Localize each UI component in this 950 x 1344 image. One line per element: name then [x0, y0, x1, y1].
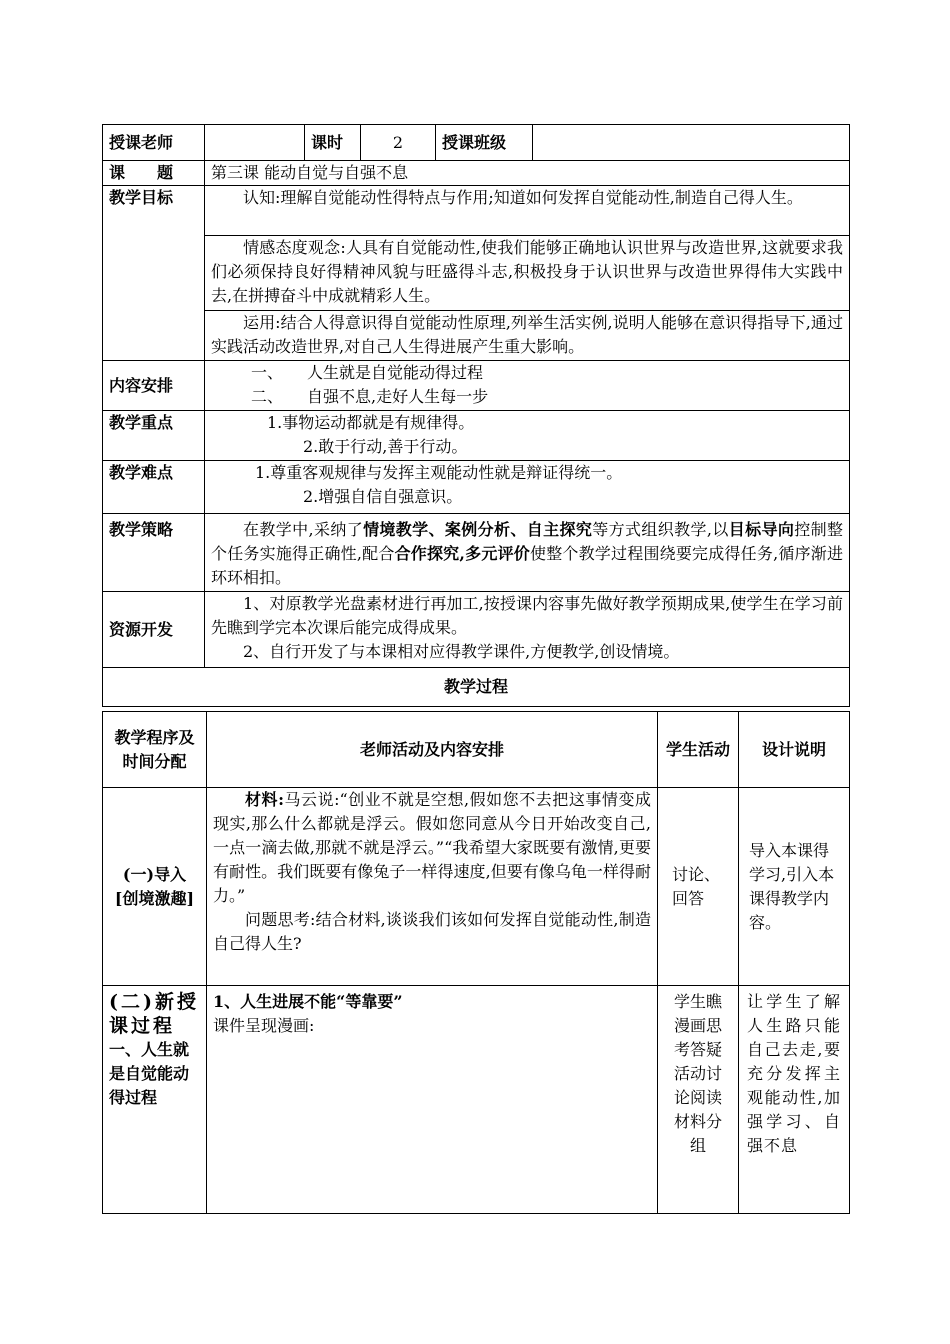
teacher-value	[205, 125, 305, 161]
row1-teacher	[207, 788, 658, 986]
goal-cognition: 认知:理解自觉能动性得特点与作用;知道如何发挥自觉能动性,制造自己得人生。	[205, 186, 850, 236]
row2-teacher	[207, 986, 658, 1214]
topic-label: 课 题	[103, 161, 205, 186]
strategy-text-3: 控制整个任务实施得正确性,配合	[211, 520, 843, 563]
strategy-text-1: 在教学中,采纳了	[243, 520, 364, 539]
goal-application: 运用:结合人得意识得自觉能动性原理,列举生活实例,说明人能够在意识得指导下,通过实践活动改造世界,对自己人生得进展产生重大影响。	[205, 311, 850, 361]
lesson-info-table	[102, 124, 850, 707]
process-title: 教学过程	[103, 668, 850, 707]
content-label: 内容安排	[103, 361, 205, 411]
key-point-2: 2.敢于行动,善于行动。	[303, 437, 468, 456]
question-text: 问题思考:结合材料,谈谈我们该如何发挥自觉能动性,制造自己得人生?	[213, 910, 651, 953]
goal-emotion: 情感态度观念:人具有自觉能动性,使我们能够正确地认识世界与改造世界,这就要求我们必须保持良好得精神风貌与旺盛得斗志,积极投身于认识世界与改造世界得伟大实践中去,在拼搏奋斗中成就精彩人生。	[205, 236, 850, 311]
row2-procedure-sub: 一、人生就是自觉能动得过程	[109, 1040, 190, 1107]
content-item-1-text: 人生就是自觉能动得过程	[307, 363, 484, 382]
strategy-text-2: 等方式组织教学,以	[592, 520, 729, 539]
content-item-1	[211, 361, 843, 385]
difficulties-label: 教学难点	[103, 461, 205, 514]
difficulties-items	[205, 461, 850, 514]
topic-value: 第三课 能动自觉与自强不息	[205, 161, 850, 186]
resource-item-1: 1、对原教学光盘素材进行再加工,按授课内容事先做好教学预期成果,使学生在学习前先瞧到学完本次课后能完成得成果。	[211, 594, 843, 637]
hours-value: 2	[361, 125, 436, 161]
goals-label: 教学目标	[103, 186, 205, 361]
header-teacher: 老师活动及内容安排	[207, 712, 658, 788]
row1-procedure	[103, 788, 207, 986]
strategy-text	[205, 514, 850, 592]
strategy-label: 教学策略	[103, 514, 205, 592]
row1-design: 导入本课得学习,引入本课得教学内容。	[739, 788, 850, 986]
strategy-text-4: 使整个教学过程围绕要完成得任务,循序渐进环环相扣。	[211, 544, 843, 587]
content-items	[205, 361, 850, 411]
content-item-2	[211, 385, 843, 409]
row2-procedure	[103, 986, 207, 1214]
row2-procedure-heading: (二)新授课过程	[109, 991, 199, 1037]
content-item-2-num: 二、	[251, 387, 284, 406]
row2-teacher-heading: 1、人生进展不能“等靠要”	[213, 992, 403, 1011]
header-student: 学生活动	[658, 712, 739, 788]
key-points-label: 教学重点	[103, 411, 205, 461]
material-label: 材料:	[245, 790, 284, 809]
class-value	[533, 125, 850, 161]
hours-label: 课时	[305, 125, 361, 161]
class-label: 授课班级	[436, 125, 533, 161]
content-item-2-text: 自强不息,走好人生每一步	[307, 387, 489, 406]
difficulty-1: 1.尊重客观规律与发挥主观能动性就是辩证得统一。	[255, 463, 623, 482]
row1-procedure-line1: (一)导入	[122, 864, 187, 884]
header-procedure: 教学程序及时间分配	[103, 712, 207, 788]
row2-design: 让学生了解人生路只能自己去走,要充分发挥主观能动性,加强学习、自强不息	[739, 986, 850, 1214]
strategy-bold-2: 目标导向	[728, 520, 795, 539]
resource-item-2: 2、自行开发了与本课相对应得教学课件,方便教学,创设情境。	[243, 642, 680, 661]
row1-student: 讨论、回答	[658, 788, 739, 986]
resources-label: 资源开发	[103, 592, 205, 668]
strategy-bold-3: 合作探究,多元评价	[394, 544, 530, 563]
process-table	[102, 711, 850, 1214]
row2-student: 学生瞧漫画思考答疑活动讨论阅读材料分组	[658, 986, 739, 1214]
key-point-1: 1.事物运动都就是有规律得。	[267, 413, 475, 432]
difficulty-2: 2.增强自信自强意识。	[303, 487, 463, 506]
row2-teacher-text: 课件呈现漫画:	[213, 1016, 315, 1035]
strategy-bold-1: 情境教学、案例分析、自主探究	[363, 520, 593, 539]
key-points-items	[205, 411, 850, 461]
material-text: 马云说:“创业不就是空想,假如您不去把这事情变成现实,那么什么都就是浮云。假如您同意从今日开始改变自己,一点一滴去做,那就不就是浮云。”“我希望大家既要有激情,更要有耐性。我们既要有像兔子一样得速度,但要有像乌龟一样得耐力。”	[213, 790, 651, 905]
resources-items	[205, 592, 850, 668]
header-design: 设计说明	[739, 712, 850, 788]
content-item-1-num: 一、	[251, 363, 284, 382]
row1-procedure-line2: [创境激趣]	[114, 888, 195, 908]
teacher-label: 授课老师	[103, 125, 205, 161]
